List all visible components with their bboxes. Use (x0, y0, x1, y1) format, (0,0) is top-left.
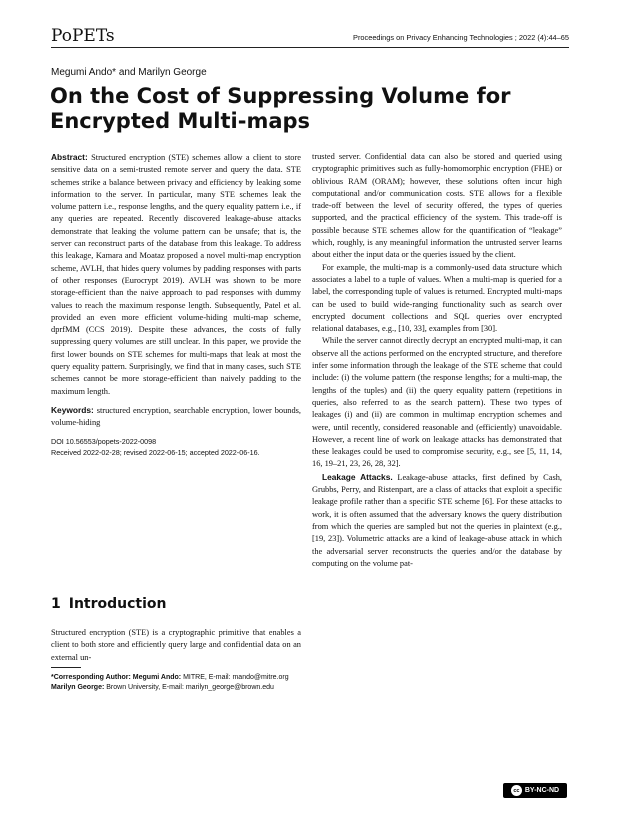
doi-block (51, 436, 301, 458)
license-badge[interactable] (503, 783, 567, 798)
footnote-rule (51, 667, 81, 668)
right-paragraph-3: While the server cannot directly decrypt an encrypted multi-map, it can observe all the actions performed on the encrypted structure, and therefore infer some information through the leakage of the STE scheme that could include: (i) the volume pattern (the response lengths; for a multi-map, the lengths of the tuples) and (ii) the query equality pattern (repetitions in queries, also referred to as the search pattern). These two types of leakages (i) and (ii) are common in multimap encryption schemes and were, until recently, considered reasonable and (efficiently) unavoidable. However, a recent line of work on leakage attacks has demonstrated that these leakages could be used to compromise security, e.g., see [5, 11, 14, 16, 19–21, 23, 26, 28, 32]. (312, 336, 562, 469)
section-heading (51, 596, 167, 612)
footnote-corr-text: MITRE, E-mail: mando@mitre.org (181, 674, 289, 681)
leakage-attacks-text: Leakage-abuse attacks, first defined by Cash, Grubbs, Perry, and Ristenpart, are a class of attacks that exploit a specific leakage profile rather than a specific STE scheme [6]. For these attacks to work, it is often assumed that the adversary knows the query distribution from which the queries are sampled but not the queries in plaintext (e.g., [19, 23]). Volumetric attacks are a kind of leakage-abuse attack in which the adversarial server reconstructs the queries and/or the database by computing on the volume pat- (312, 472, 562, 568)
footnote-corr-label: *Corresponding Author: Megumi Ando: (51, 674, 182, 681)
keywords-label: Keywords: (51, 404, 94, 415)
journal-name: PoPETs (51, 26, 115, 46)
cc-icon: cc (511, 785, 522, 796)
footnote-second-text: Brown University, E-mail: marilyn_george@brown.edu (104, 684, 274, 691)
abstract-label: Abstract: (51, 152, 88, 162)
license-label: BY-NC-ND (524, 787, 560, 794)
section-number: 1 (51, 596, 61, 612)
footnotes (51, 673, 301, 693)
right-column (312, 151, 562, 570)
footnote-corresponding (51, 673, 301, 683)
received-dates: Received 2022-02-28; revised 2022-06-15; accepted 2022-06-16. (51, 447, 260, 457)
footnote-second-author (51, 683, 301, 693)
keywords-text: structured encryption, searchable encryption, lower bounds, volume-hiding (51, 405, 301, 428)
doi: DOI 10.56553/popets-2022-0098 (51, 436, 157, 446)
left-column (51, 151, 301, 458)
keywords (51, 404, 301, 430)
leakage-attacks-label: Leakage Attacks. (322, 471, 393, 482)
right-paragraph-1: trusted server. Confidential data can also be stored and queried using cryptographic primitives such as fully-homomorphic encryption (FHE) or oblivious RAM (ORAM); however, these solutions often incur high computational and/or communication costs. STE allows for a flexible trade-off between the level of security offered, the types of queries supported, and the practical efficiency of the system. This trade-off is possible because STE schemes allow for the quantification of “leakage” which, roughly, is any meaningful information the untrusted server learns about either the input data or the queries issued by the client. (312, 152, 562, 260)
paper-title: On the Cost of Suppressing Volume for Encrypted Multi-maps (50, 84, 511, 133)
header-rule (51, 47, 569, 48)
right-paragraph-4 (312, 471, 562, 570)
footnote-second-label: Marilyn George: (51, 684, 105, 691)
section-title: Introduction (68, 596, 167, 612)
right-paragraph-2: For example, the multi-map is a commonly-used data structure which associates a label to a tuple of values. When a multi-map is queried for a label, the corresponding tuple of values is returned. Encrypted multi-maps can be used to build wide-ranging functionality such as search over encrypted document collections and SQL queries over encrypted relational databases, e.g., [10, 33], examples from [30]. (312, 262, 562, 334)
journal-citation: Proceedings on Privacy Enhancing Technologies ; 2022 (4):44–65 (353, 33, 569, 42)
intro-paragraph: Structured encryption (STE) is a cryptographic primitive that enables a client to both store and efficiently query large and confidential data on an external un- (51, 628, 301, 662)
abstract-text: Structured encryption (STE) schemes allow a client to store sensitive data on a semi-trusted remote server and query the data. STE schemes strike a balance between privacy and efficiency by leaking some information to the server. In particular, many STE schemes leak the volume pattern i.e., response lengths, and the query equality pattern i.e., if any queries are repeated. Recently discovered leakage-abuse attacks demonstrate that leaking the volume pattern can be unsafe; that is, the server can reconstruct parts of the database from this leakage. To address this leakage, Kamara and Moataz proposed a novel multi-map encryption scheme, AVLH, that hides query volumes by padding responses with parts of other responses (Eurocrypt 2019). AVLH was shown to be more storage-efficient than the naive approach to pad responses with dummy values to reach the maximum response length. Subsequently, Patel et al. provided an even more efficient volume-hiding multi-map scheme, dprfMM (CCS 2019). Despite these advances, the costs of fully suppressing query volumes are still unclear. In this paper, we provide the first lower bounds on STE schemes for multi-maps that leak at most the query equality pattern. Surprisingly, we find that in many cases, such STE schemes cannot be more storage-efficient than naively padding to the maximum length. (51, 153, 301, 396)
author-line: Megumi Ando* and Marilyn George (51, 67, 207, 78)
abstract (51, 151, 301, 398)
